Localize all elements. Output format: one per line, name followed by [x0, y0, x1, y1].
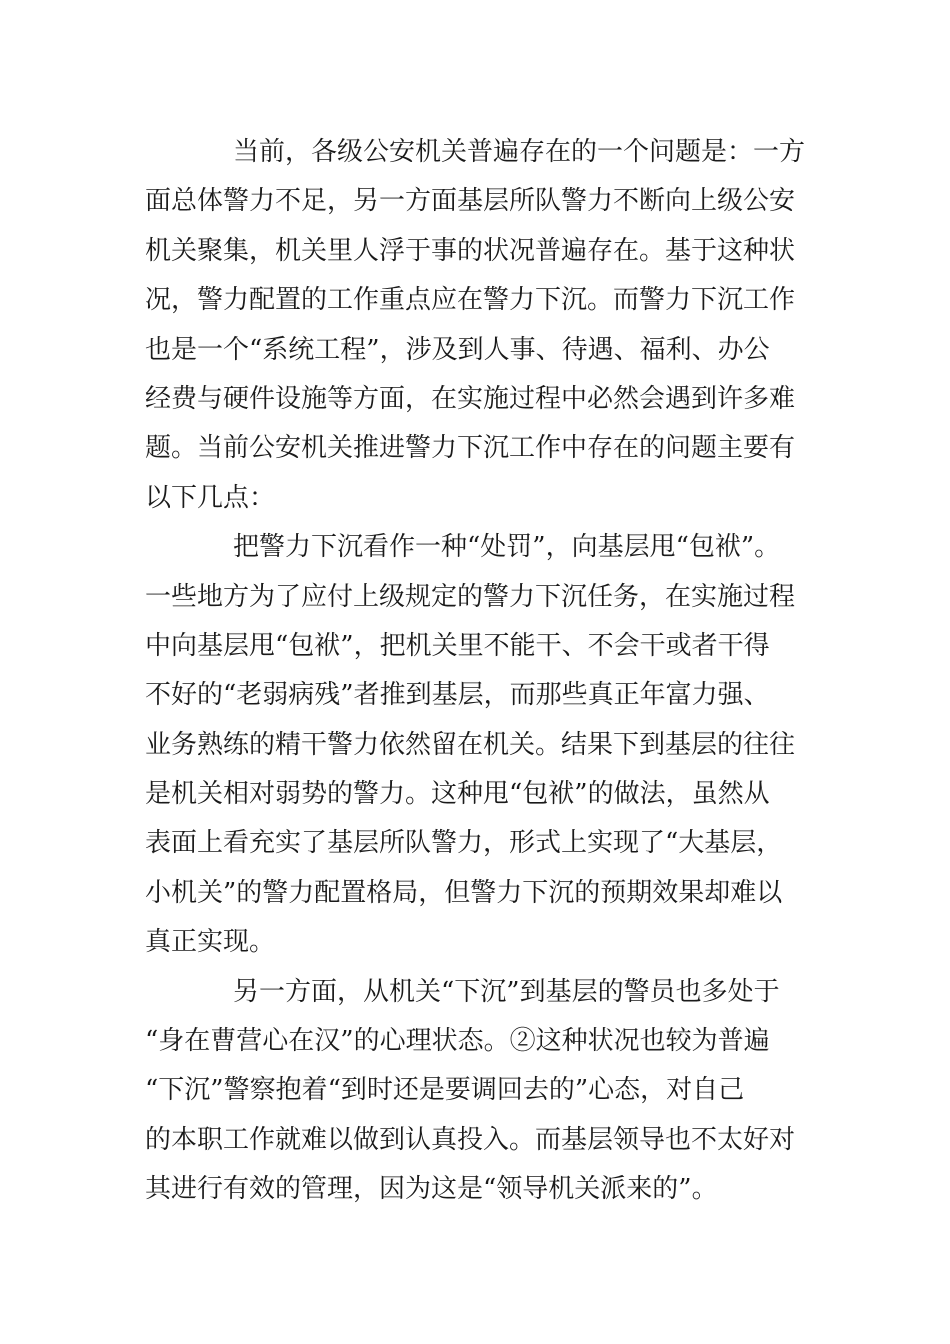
paragraph-2-line-2: 一些地方为了应付上级规定的警力下沉任务，在实施过程	[145, 581, 796, 612]
paragraph-3	[145, 968, 810, 1215]
paragraph-2-line-3: 中向基层甩“包袱”，把机关里不能干、不会干或者干得	[145, 630, 770, 661]
paragraph-2-line-9: 真正实现。	[145, 927, 276, 958]
paragraph-1-line-6: 经费与硬件设施等方面，在实施过程中必然会遇到许多难	[145, 383, 796, 414]
paragraph-2-line-5: 业务熟练的精干警力依然留在机关。结果下到基层的往往	[145, 729, 796, 760]
paragraph-3-line-1: 另一方面，从机关“下沉”到基层的警员也多处于	[233, 976, 780, 1007]
paragraph-1	[145, 128, 810, 523]
paragraph-2-line-1: 把警力下沉看作一种“处罚”，向基层甩“包袱”。	[233, 532, 781, 563]
paragraph-3-line-3: “下沉”警察抱着“到时还是要调回去的”心态，对自己	[145, 1075, 745, 1106]
paragraph-2	[145, 523, 810, 968]
document-body	[145, 128, 810, 1215]
paragraph-1-line-2: 面总体警力不足，另一方面基层所队警力不断向上级公安	[145, 186, 796, 217]
paragraph-1-line-1: 当前，各级公安机关普遍存在的一个问题是：一方	[233, 137, 806, 167]
paragraph-1-line-7: 题。当前公安机关推进警力下沉工作中存在的问题主要有	[145, 433, 796, 464]
paragraph-1-line-5: 也是一个“系统工程”，涉及到人事、待遇、福利、办公	[145, 334, 770, 365]
paragraph-2-line-8: 小机关”的警力配置格局，但警力下沉的预期效果却难以	[145, 877, 783, 908]
paragraph-1-line-8: 以下几点：	[145, 482, 276, 513]
paragraph-1-line-4: 况，警力配置的工作重点应在警力下沉。而警力下沉工作	[145, 285, 796, 316]
paragraph-3-line-4: 的本职工作就难以做到认真投入。而基层领导也不太好对	[145, 1124, 796, 1155]
paragraph-3-line-2: “身在曹营心在汉”的心理状态。②这种状况也较为普遍	[145, 1026, 770, 1057]
paragraph-3-line-5: 其进行有效的管理，因为这是“领导机关派来的”。	[145, 1174, 718, 1205]
paragraph-2-line-4: 不好的“老弱病残”者推到基层，而那些真正年富力强、	[145, 680, 770, 711]
paragraph-1-line-3: 机关聚集，机关里人浮于事的状况普遍存在。基于这种状	[145, 235, 796, 266]
paragraph-2-line-6: 是机关相对弱势的警力。这种甩“包袱”的做法，虽然从	[145, 779, 770, 810]
paragraph-2-line-7: 表面上看充实了基层所队警力，形式上实现了“大基层，	[145, 828, 783, 859]
